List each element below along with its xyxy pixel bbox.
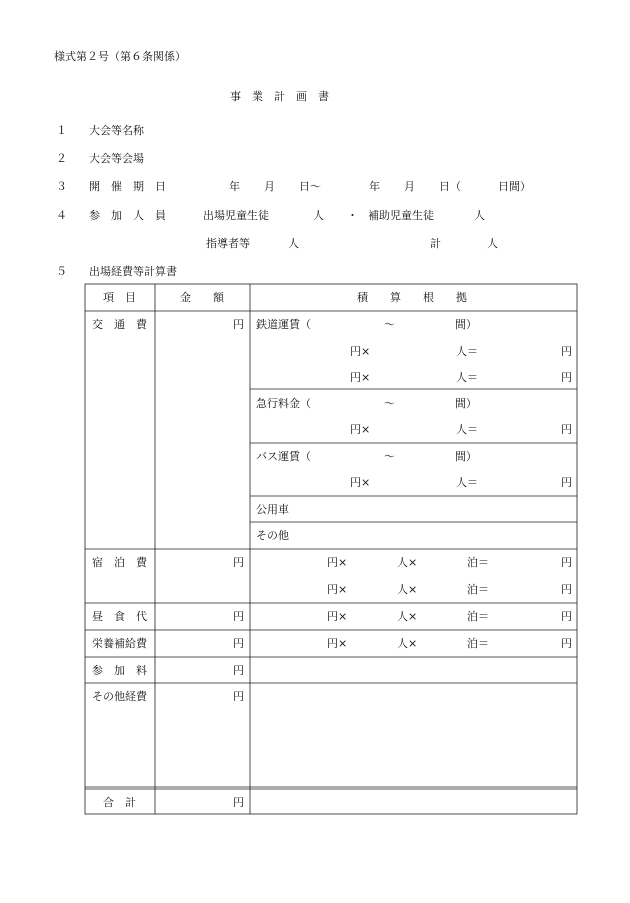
other-expenses-yen: 円 — [233, 690, 244, 703]
rail-line1-yen: 円 — [561, 345, 572, 358]
rail-line2-yen: 円 — [561, 371, 572, 384]
express-yen: 円 — [561, 423, 572, 436]
section-3-number: ３ — [56, 180, 67, 193]
duration-days-unit: 日間） — [498, 180, 531, 193]
section-2-label: 大会等会場 — [89, 152, 144, 165]
official-car-label: 公用車 — [256, 503, 289, 516]
rail-line1-people: 人＝ — [456, 345, 478, 358]
rail-tilde: 〜 — [384, 318, 395, 331]
rail-line2-yen-x: 円× — [350, 371, 371, 384]
lunch-nights: 泊＝ — [467, 610, 489, 623]
express-fee-label: 急行料金（ — [256, 397, 311, 410]
form-number: 様式第２号（第６条関係） — [54, 50, 186, 63]
express-tilde: 〜 — [384, 397, 395, 410]
lunch-yen: 円 — [233, 610, 244, 623]
nutrition-nights: 泊＝ — [467, 637, 489, 650]
transport-yen: 円 — [233, 318, 244, 331]
section-3-label: 開 催 期 日 — [89, 180, 166, 193]
nutrition-yen-x: 円× — [327, 637, 348, 650]
bus-close: 間） — [455, 450, 477, 463]
express-close: 間） — [455, 397, 477, 410]
leaders-label: 指導者等 — [206, 237, 250, 250]
section-5-label: 出場経費等計算書 — [89, 265, 177, 278]
nutrition-total-yen: 円 — [561, 637, 572, 650]
lodging-line1-yen: 円 — [561, 556, 572, 569]
lodging-line2-yen: 円 — [561, 583, 572, 596]
lunch-yen-x: 円× — [327, 610, 348, 623]
express-yen-x: 円× — [350, 423, 371, 436]
lunch-label: 昼 食 代 — [92, 610, 147, 623]
nutrition-yen: 円 — [233, 637, 244, 650]
nutrition-label: 栄養補給費 — [92, 637, 147, 650]
rail-line2-people: 人＝ — [456, 371, 478, 384]
header-basis: 積 算 根 拠 — [357, 291, 467, 304]
bus-fare-label: バス運賃（ — [256, 450, 311, 463]
section-2-number: ２ — [56, 152, 67, 165]
lunch-total-yen: 円 — [561, 610, 572, 623]
lodging-line2-people-x: 人× — [397, 583, 418, 596]
lodging-line1-yen-x: 円× — [327, 556, 348, 569]
leaders-unit: 人 — [288, 237, 299, 250]
bus-people: 人＝ — [456, 476, 478, 489]
students-label: 出場児童生徒 — [203, 209, 269, 222]
total-people-unit: 人 — [487, 237, 498, 250]
transport-other-label: その他 — [256, 529, 289, 542]
aux-students-label: 補助児童生徒 — [368, 209, 434, 222]
section-4-number: ４ — [56, 209, 67, 222]
total-people-label: 計 — [430, 237, 441, 250]
lodging-line2-nights: 泊＝ — [467, 583, 489, 596]
section-4-label: 参 加 人 員 — [89, 209, 166, 222]
start-year-unit: 年 — [229, 180, 240, 193]
other-expenses-label: その他経費 — [92, 690, 147, 703]
express-people: 人＝ — [456, 423, 478, 436]
transport-label: 交 通 費 — [92, 318, 147, 331]
lunch-people-x: 人× — [397, 610, 418, 623]
rail-close: 間） — [455, 318, 477, 331]
rail-fare-label: 鉄道運賃（ — [256, 318, 311, 331]
end-month-unit: 月 — [404, 180, 415, 193]
section-5-number: ５ — [56, 265, 67, 278]
total-yen: 円 — [233, 796, 244, 809]
lodging-yen: 円 — [233, 556, 244, 569]
bus-tilde: 〜 — [384, 450, 395, 463]
fee-yen: 円 — [233, 664, 244, 677]
bus-yen-x: 円× — [350, 476, 371, 489]
start-day-unit: 日〜 — [299, 180, 321, 193]
total-label: 合 計 — [103, 796, 136, 809]
header-item: 項 目 — [103, 291, 136, 304]
end-day-unit: 日（ — [439, 180, 461, 193]
lodging-line2-yen-x: 円× — [327, 583, 348, 596]
lodging-line1-nights: 泊＝ — [467, 556, 489, 569]
separator-dot: ・ — [347, 209, 358, 222]
section-1-label: 大会等名称 — [89, 124, 144, 137]
rail-line1-yen-x: 円× — [350, 345, 371, 358]
lodging-label: 宿 泊 費 — [92, 556, 147, 569]
fee-label: 参 加 料 — [92, 664, 147, 677]
page-title: 事 業 計 画 書 — [230, 90, 329, 103]
end-year-unit: 年 — [369, 180, 380, 193]
lodging-line1-people-x: 人× — [397, 556, 418, 569]
header-amount: 金 額 — [180, 291, 224, 304]
start-month-unit: 月 — [264, 180, 275, 193]
bus-yen: 円 — [561, 476, 572, 489]
nutrition-people-x: 人× — [397, 637, 418, 650]
section-1-number: １ — [56, 124, 67, 137]
students-unit: 人 — [313, 209, 324, 222]
aux-students-unit: 人 — [474, 209, 485, 222]
